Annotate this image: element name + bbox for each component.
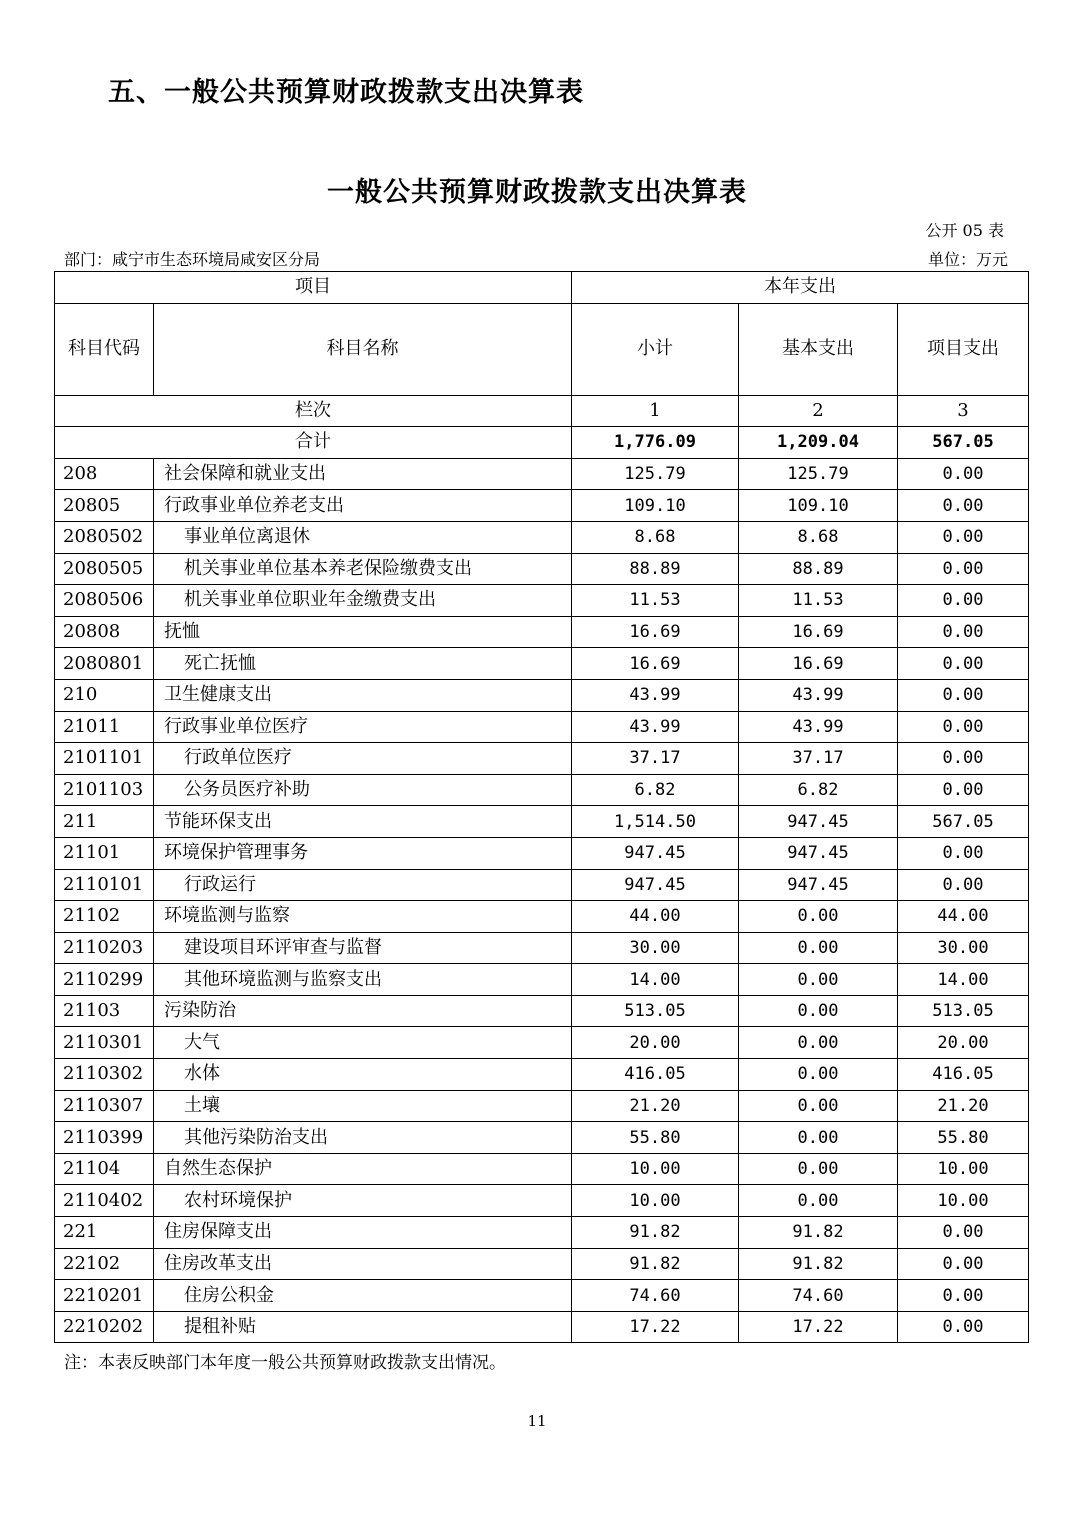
cell-project: 0.00 xyxy=(898,1217,1029,1249)
total-subtotal: 1,776.09 xyxy=(572,427,739,459)
table-row xyxy=(55,679,1029,711)
column-number-row xyxy=(55,395,1029,427)
cell-subtotal: 21.20 xyxy=(572,1090,739,1122)
cell-code: 2110399 xyxy=(55,1122,154,1154)
table-row xyxy=(55,932,1029,964)
cell-code: 20808 xyxy=(55,616,154,648)
cell-code: 208 xyxy=(55,458,154,490)
cell-project: 14.00 xyxy=(898,964,1029,996)
cell-code: 221 xyxy=(55,1217,154,1249)
cell-basic: 0.00 xyxy=(739,1122,898,1154)
department-label: 部门：咸宁市生态环境局咸安区分局 xyxy=(64,250,321,269)
cell-name: 机关事业单位职业年金缴费支出 xyxy=(154,585,572,617)
cell-basic: 37.17 xyxy=(739,743,898,775)
cell-basic: 8.68 xyxy=(739,521,898,553)
cell-basic: 6.82 xyxy=(739,774,898,806)
cell-code: 210 xyxy=(55,679,154,711)
cell-subtotal: 947.45 xyxy=(572,837,739,869)
cell-name: 提租补贴 xyxy=(154,1311,572,1343)
column-number-1: 1 xyxy=(572,395,739,427)
cell-basic: 88.89 xyxy=(739,553,898,585)
cell-basic: 0.00 xyxy=(739,995,898,1027)
cell-project: 0.00 xyxy=(898,490,1029,522)
cell-subtotal: 30.00 xyxy=(572,932,739,964)
cell-project: 0.00 xyxy=(898,648,1029,680)
table-row xyxy=(55,1217,1029,1249)
cell-code: 2110402 xyxy=(55,1185,154,1217)
cell-code: 2110101 xyxy=(55,869,154,901)
table-row xyxy=(55,1059,1029,1091)
header-project: 项目 xyxy=(55,272,572,304)
cell-name: 其他环境监测与监察支出 xyxy=(154,964,572,996)
cell-code: 22102 xyxy=(55,1248,154,1280)
cell-basic: 125.79 xyxy=(739,458,898,490)
cell-basic: 91.82 xyxy=(739,1217,898,1249)
cell-subtotal: 11.53 xyxy=(572,585,739,617)
cell-code: 2101101 xyxy=(55,743,154,775)
total-basic: 1,209.04 xyxy=(739,427,898,459)
column-number-label: 栏次 xyxy=(55,395,572,427)
table-note: 注：本表反映部门本年度一般公共预算财政拨款支出情况。 xyxy=(64,1353,506,1373)
column-number-2: 2 xyxy=(739,395,898,427)
cell-subtotal: 17.22 xyxy=(572,1311,739,1343)
cell-subtotal: 43.99 xyxy=(572,679,739,711)
cell-project: 0.00 xyxy=(898,521,1029,553)
table-row xyxy=(55,1122,1029,1154)
section-heading: 五、一般公共预算财政拨款支出决算表 xyxy=(108,77,584,108)
cell-project: 567.05 xyxy=(898,806,1029,838)
cell-project: 0.00 xyxy=(898,585,1029,617)
cell-project: 21.20 xyxy=(898,1090,1029,1122)
cell-subtotal: 44.00 xyxy=(572,901,739,933)
cell-code: 21103 xyxy=(55,995,154,1027)
cell-code: 21101 xyxy=(55,837,154,869)
cell-basic: 109.10 xyxy=(739,490,898,522)
cell-project: 0.00 xyxy=(898,711,1029,743)
cell-basic: 0.00 xyxy=(739,964,898,996)
cell-basic: 16.69 xyxy=(739,648,898,680)
cell-project: 0.00 xyxy=(898,616,1029,648)
document-title: 一般公共预算财政拨款支出决算表 xyxy=(327,177,747,208)
cell-subtotal: 10.00 xyxy=(572,1153,739,1185)
cell-name: 卫生健康支出 xyxy=(154,679,572,711)
cell-subtotal: 1,514.50 xyxy=(572,806,739,838)
table-row xyxy=(55,901,1029,933)
unit-label: 单位：万元 xyxy=(927,250,1008,269)
cell-subtotal: 8.68 xyxy=(572,521,739,553)
column-number-3: 3 xyxy=(898,395,1029,427)
cell-code: 2080505 xyxy=(55,553,154,585)
cell-name: 死亡抚恤 xyxy=(154,648,572,680)
cell-name: 土壤 xyxy=(154,1090,572,1122)
cell-basic: 947.45 xyxy=(739,806,898,838)
cell-name: 其他污染防治支出 xyxy=(154,1122,572,1154)
cell-name: 事业单位离退休 xyxy=(154,521,572,553)
cell-name: 环境监测与监察 xyxy=(154,901,572,933)
cell-subtotal: 16.69 xyxy=(572,648,739,680)
cell-project: 10.00 xyxy=(898,1153,1029,1185)
cell-code: 20805 xyxy=(55,490,154,522)
cell-basic: 74.60 xyxy=(739,1280,898,1312)
total-project: 567.05 xyxy=(898,427,1029,459)
cell-project: 0.00 xyxy=(898,743,1029,775)
table-row xyxy=(55,1185,1029,1217)
cell-subtotal: 91.82 xyxy=(572,1217,739,1249)
cell-subtotal: 43.99 xyxy=(572,711,739,743)
table-row xyxy=(55,1090,1029,1122)
cell-subtotal: 513.05 xyxy=(572,995,739,1027)
cell-name: 公务员医疗补助 xyxy=(154,774,572,806)
cell-basic: 0.00 xyxy=(739,901,898,933)
cell-name: 环境保护管理事务 xyxy=(154,837,572,869)
cell-basic: 0.00 xyxy=(739,1185,898,1217)
header-current-year: 本年支出 xyxy=(572,272,1029,304)
table-row xyxy=(55,806,1029,838)
cell-subtotal: 37.17 xyxy=(572,743,739,775)
table-row xyxy=(55,553,1029,585)
cell-name: 社会保障和就业支出 xyxy=(154,458,572,490)
cell-name: 行政运行 xyxy=(154,869,572,901)
cell-project: 0.00 xyxy=(898,1311,1029,1343)
table-row xyxy=(55,711,1029,743)
cell-name: 建设项目环评审查与监督 xyxy=(154,932,572,964)
total-row xyxy=(55,427,1029,459)
cell-subtotal: 91.82 xyxy=(572,1248,739,1280)
cell-name: 行政事业单位医疗 xyxy=(154,711,572,743)
cell-name: 抚恤 xyxy=(154,616,572,648)
cell-basic: 16.69 xyxy=(739,616,898,648)
cell-name: 住房改革支出 xyxy=(154,1248,572,1280)
cell-name: 行政事业单位养老支出 xyxy=(154,490,572,522)
cell-project: 0.00 xyxy=(898,1248,1029,1280)
cell-basic: 11.53 xyxy=(739,585,898,617)
total-label: 合计 xyxy=(55,427,572,459)
cell-name: 住房公积金 xyxy=(154,1280,572,1312)
cell-basic: 43.99 xyxy=(739,679,898,711)
cell-code: 2110307 xyxy=(55,1090,154,1122)
cell-project: 0.00 xyxy=(898,679,1029,711)
table-row xyxy=(55,648,1029,680)
cell-project: 513.05 xyxy=(898,995,1029,1027)
cell-subtotal: 947.45 xyxy=(572,869,739,901)
cell-name: 农村环境保护 xyxy=(154,1185,572,1217)
table-row xyxy=(55,1153,1029,1185)
cell-subtotal: 10.00 xyxy=(572,1185,739,1217)
cell-code: 2110301 xyxy=(55,1027,154,1059)
cell-code: 2210202 xyxy=(55,1311,154,1343)
header-subtotal: 小计 xyxy=(572,303,739,395)
cell-name: 行政单位医疗 xyxy=(154,743,572,775)
cell-project: 20.00 xyxy=(898,1027,1029,1059)
header-row-1 xyxy=(55,272,1029,304)
cell-name: 大气 xyxy=(154,1027,572,1059)
cell-code: 21104 xyxy=(55,1153,154,1185)
cell-subtotal: 20.00 xyxy=(572,1027,739,1059)
cell-code: 2101103 xyxy=(55,774,154,806)
cell-basic: 91.82 xyxy=(739,1248,898,1280)
cell-subtotal: 109.10 xyxy=(572,490,739,522)
cell-project: 0.00 xyxy=(898,837,1029,869)
budget-table xyxy=(54,271,1029,1343)
page-number: 11 xyxy=(527,1412,547,1430)
cell-project: 0.00 xyxy=(898,458,1029,490)
cell-code: 2080502 xyxy=(55,521,154,553)
cell-subtotal: 16.69 xyxy=(572,616,739,648)
table-row xyxy=(55,774,1029,806)
cell-project: 0.00 xyxy=(898,1280,1029,1312)
cell-subtotal: 88.89 xyxy=(572,553,739,585)
header-basic: 基本支出 xyxy=(739,303,898,395)
form-number: 公开 05 表 xyxy=(925,221,1004,240)
header-name: 科目名称 xyxy=(154,303,572,395)
table-row xyxy=(55,869,1029,901)
cell-code: 2210201 xyxy=(55,1280,154,1312)
header-row-2 xyxy=(55,303,1029,395)
cell-project: 44.00 xyxy=(898,901,1029,933)
cell-code: 21102 xyxy=(55,901,154,933)
cell-project: 10.00 xyxy=(898,1185,1029,1217)
cell-name: 机关事业单位基本养老保险缴费支出 xyxy=(154,553,572,585)
cell-code: 2080801 xyxy=(55,648,154,680)
cell-code: 2110302 xyxy=(55,1059,154,1091)
table-row xyxy=(55,585,1029,617)
cell-project: 416.05 xyxy=(898,1059,1029,1091)
cell-basic: 0.00 xyxy=(739,932,898,964)
cell-project: 0.00 xyxy=(898,553,1029,585)
header-project-expense: 项目支出 xyxy=(898,303,1029,395)
table-row xyxy=(55,1248,1029,1280)
table-row xyxy=(55,521,1029,553)
cell-basic: 43.99 xyxy=(739,711,898,743)
cell-basic: 947.45 xyxy=(739,869,898,901)
header-code: 科目代码 xyxy=(55,303,154,395)
cell-basic: 947.45 xyxy=(739,837,898,869)
cell-subtotal: 74.60 xyxy=(572,1280,739,1312)
cell-subtotal: 125.79 xyxy=(572,458,739,490)
table-row xyxy=(55,1027,1029,1059)
cell-name: 自然生态保护 xyxy=(154,1153,572,1185)
cell-project: 0.00 xyxy=(898,774,1029,806)
table-row xyxy=(55,837,1029,869)
cell-code: 211 xyxy=(55,806,154,838)
cell-code: 2110299 xyxy=(55,964,154,996)
cell-project: 0.00 xyxy=(898,869,1029,901)
table-row xyxy=(55,1280,1029,1312)
cell-name: 住房保障支出 xyxy=(154,1217,572,1249)
table-row xyxy=(55,1311,1029,1343)
table-row xyxy=(55,743,1029,775)
table-row xyxy=(55,995,1029,1027)
cell-subtotal: 416.05 xyxy=(572,1059,739,1091)
cell-project: 30.00 xyxy=(898,932,1029,964)
cell-name: 水体 xyxy=(154,1059,572,1091)
cell-code: 2110203 xyxy=(55,932,154,964)
table-row xyxy=(55,964,1029,996)
cell-basic: 0.00 xyxy=(739,1059,898,1091)
cell-code: 21011 xyxy=(55,711,154,743)
cell-code: 2080506 xyxy=(55,585,154,617)
cell-basic: 17.22 xyxy=(739,1311,898,1343)
cell-project: 55.80 xyxy=(898,1122,1029,1154)
cell-subtotal: 55.80 xyxy=(572,1122,739,1154)
table-row xyxy=(55,490,1029,522)
cell-subtotal: 6.82 xyxy=(572,774,739,806)
table-row xyxy=(55,458,1029,490)
cell-name: 污染防治 xyxy=(154,995,572,1027)
cell-basic: 0.00 xyxy=(739,1027,898,1059)
cell-subtotal: 14.00 xyxy=(572,964,739,996)
cell-basic: 0.00 xyxy=(739,1153,898,1185)
cell-basic: 0.00 xyxy=(739,1090,898,1122)
table-row xyxy=(55,616,1029,648)
cell-name: 节能环保支出 xyxy=(154,806,572,838)
